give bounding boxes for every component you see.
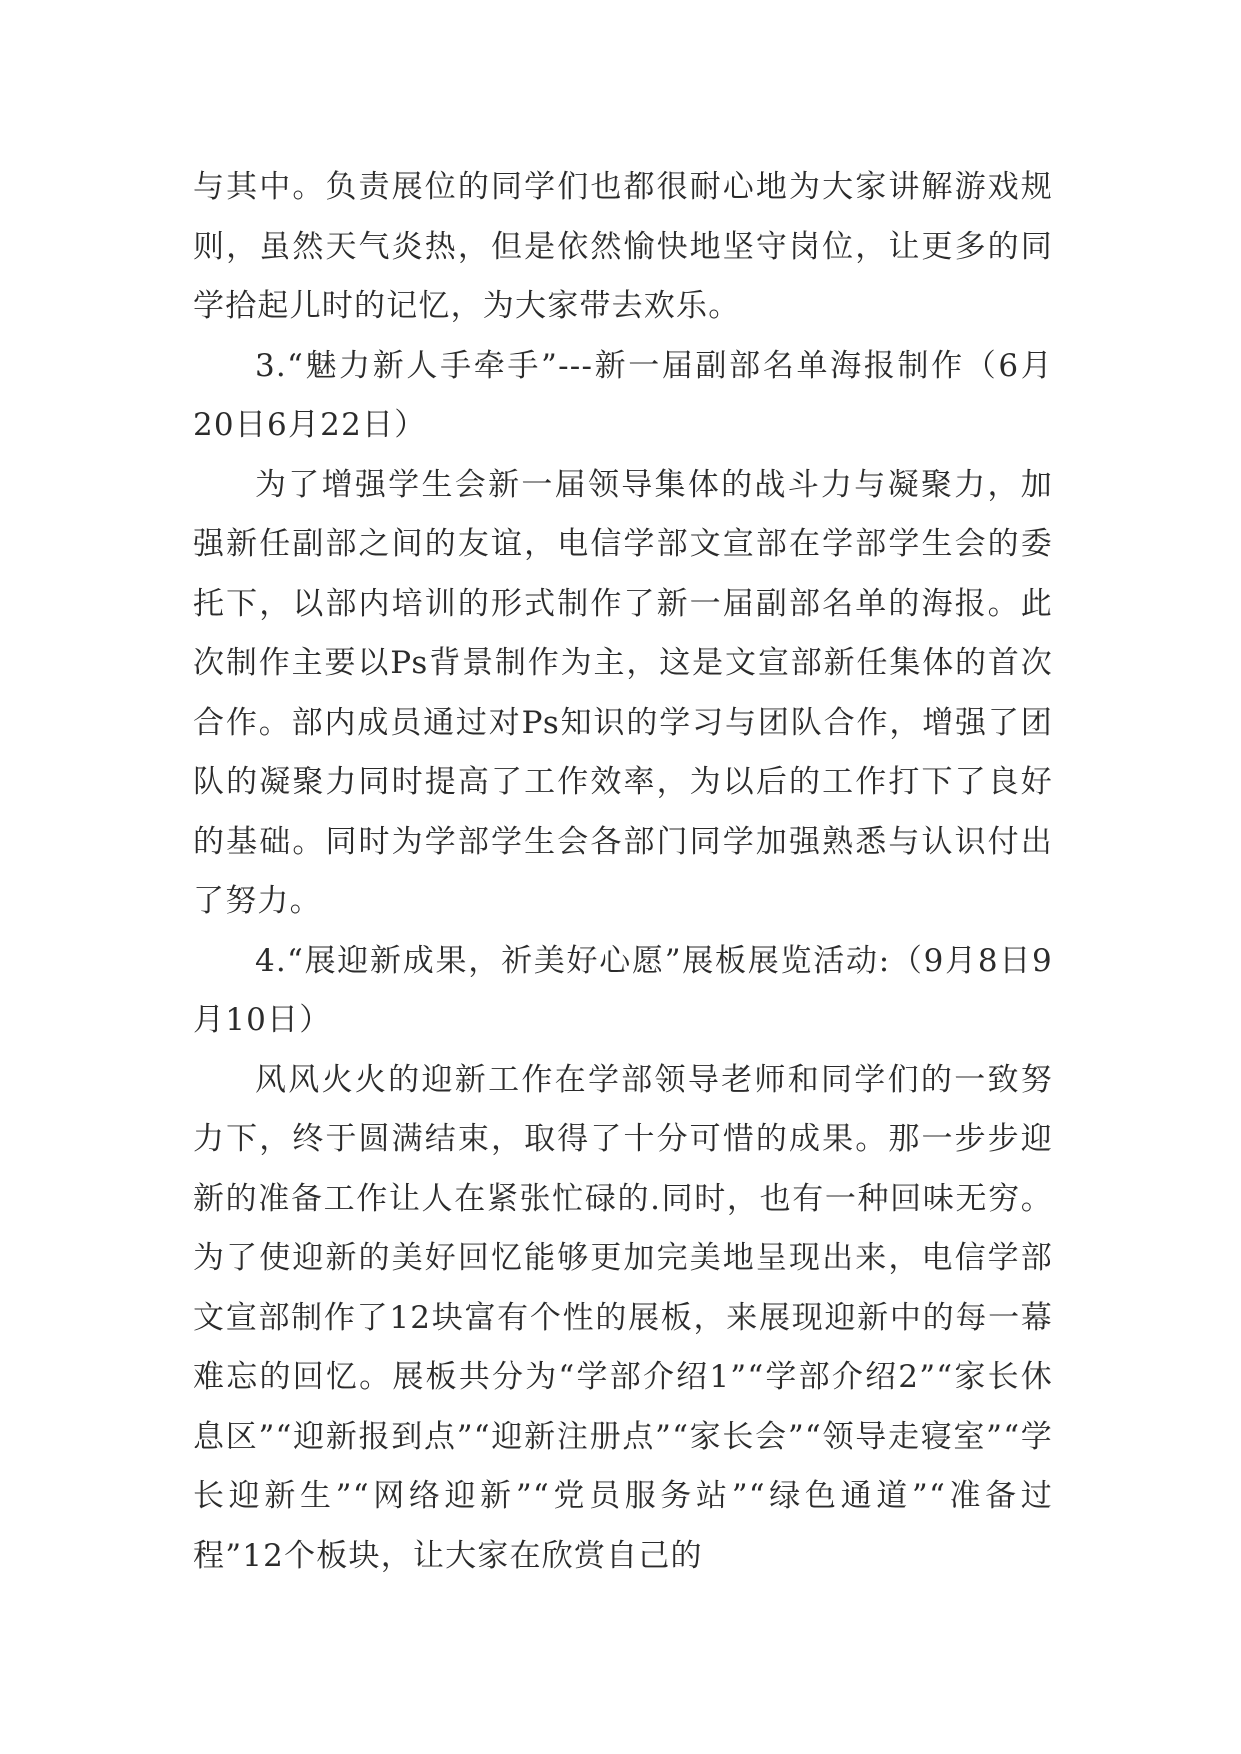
paragraph-exhibition: 风风火火的迎新工作在学部领导老师和同学们的一致努力下，终于圆满结束，取得了十分可惜的成果。那一步步迎新的准备工作让人在紧张忙碌的.同时，也有一种回味无穷。为了使迎新的美好回忆能够更加完美地呈现出来，电信学部文宣部制作了12块富有个性的展板，来展现迎新中的每一幕难忘的回忆。展板共分为“学部介绍1”“学部介绍2”“家长休息区”“迎新报到点”“迎新注册点”“家长会”“领导走寝室”“学长迎新生”“网络迎新”“党员服务站”“绿色通道”“准备过程”12个板块，让大家在欣赏自己的 <box>193 1061 1053 1574</box>
paragraph-poster-production: 为了增强学生会新一届领导集体的战斗力与凝聚力，加强新任副部之间的友谊，电信学部文宣部在学部学生会的委托下，以部内培训的形式制作了新一届副部名单的海报。此次制作主要以Ps背景制作为主，这是文宣部新任集体的首次合作。部内成员通过对Ps知识的学习与团队合作，增强了团队的凝聚力同时提高了工作效率，为以后的工作打下了良好的基础。同时为学部学生会各部门同学加强熟悉与认识付出了努力。 <box>193 466 1053 919</box>
document-body <box>193 158 1053 1586</box>
section-heading-3: 3.“魅力新人手牵手”---新一届副部名单海报制作（6月20日6月22日） <box>193 347 1053 443</box>
paragraph-continuation: 与其中。负责展位的同学们也都很耐心地为大家讲解游戏规则，虽然天气炎热，但是依然愉快地坚守岗位，让更多的同学拾起儿时的记忆，为大家带去欢乐。 <box>193 169 1053 324</box>
section-heading-4: 4.“展迎新成果，祈美好心愿”展板展览活动:（9月8日9月10日） <box>193 942 1053 1038</box>
